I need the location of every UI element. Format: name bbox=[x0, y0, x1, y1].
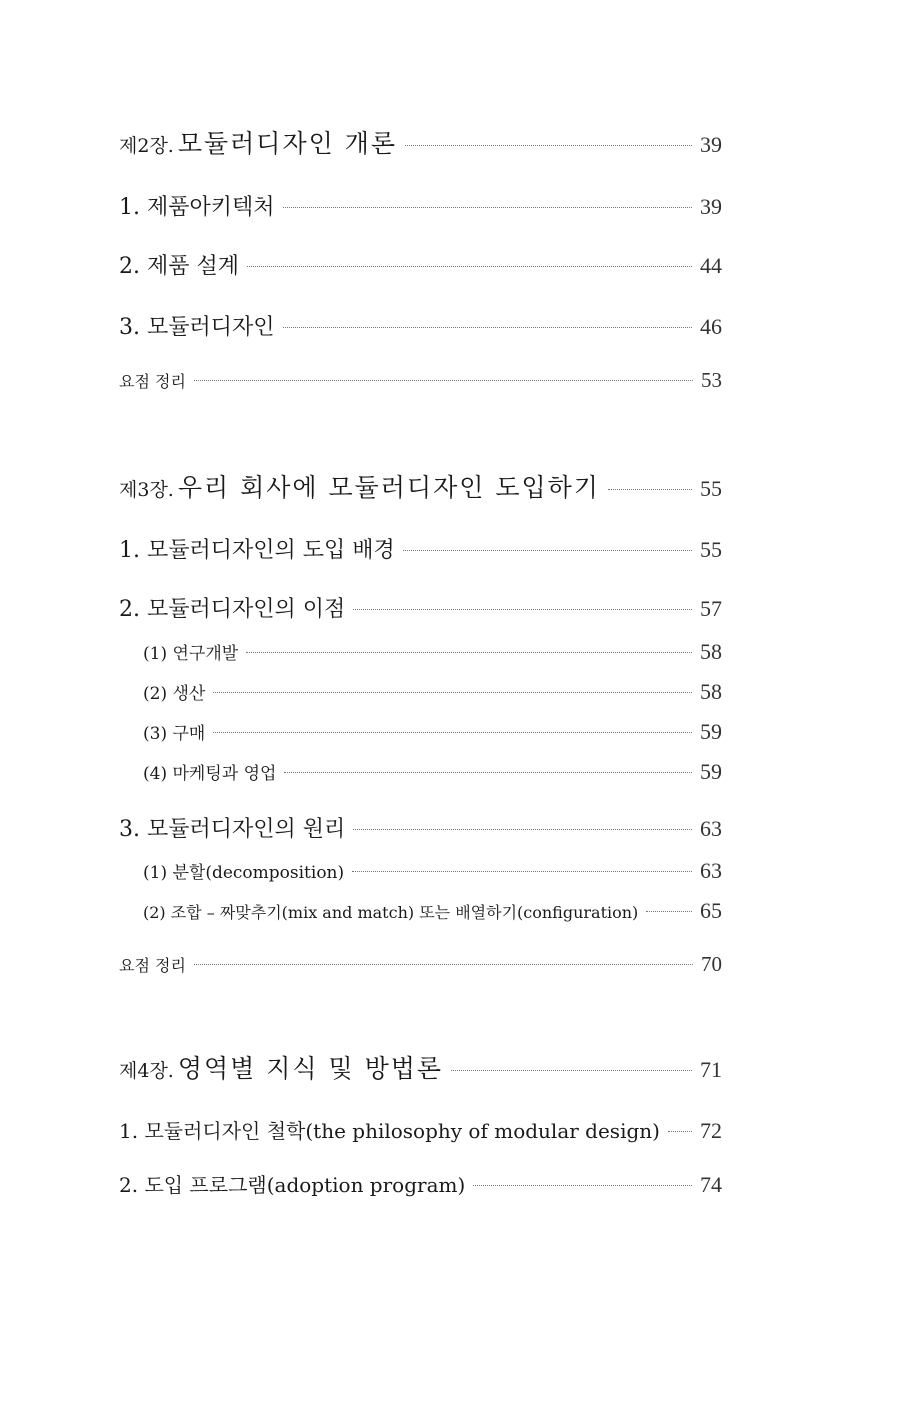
entry-title: 2. 모듈러디자인의 이점 bbox=[119, 597, 346, 622]
chapter-title bbox=[119, 124, 397, 160]
chapter-label: 제2장. bbox=[119, 135, 174, 157]
dot-leader bbox=[451, 1070, 692, 1071]
toc-entry[interactable] bbox=[119, 310, 722, 341]
toc-entry[interactable] bbox=[119, 190, 722, 221]
page-number: 58 bbox=[700, 639, 722, 664]
dot-leader bbox=[284, 772, 692, 773]
entry-title: (4) 마케팅과 영업 bbox=[143, 764, 277, 784]
page-number: 70 bbox=[701, 952, 722, 976]
dot-leader bbox=[247, 266, 692, 267]
dot-leader bbox=[213, 732, 692, 733]
dot-leader bbox=[213, 692, 692, 693]
page-number: 74 bbox=[700, 1172, 722, 1197]
chapter-label: 제4장. bbox=[119, 1060, 174, 1082]
toc-summary[interactable] bbox=[119, 952, 722, 977]
chapter-name: 우리 회사에 모듈러디자인 도입하기 bbox=[177, 473, 600, 502]
page-number: 65 bbox=[700, 898, 722, 923]
toc-subentry[interactable] bbox=[143, 719, 722, 745]
entry-title: 1. 모듈러디자인의 도입 배경 bbox=[119, 538, 395, 563]
dot-leader bbox=[668, 1131, 692, 1132]
entry-title: (1) 분할(decomposition) bbox=[143, 863, 345, 883]
page-number: 55 bbox=[700, 537, 722, 562]
page-number: 46 bbox=[700, 314, 722, 339]
dot-leader bbox=[646, 911, 692, 912]
chapter-name: 모듈러디자인 개론 bbox=[177, 129, 397, 158]
page-number: 57 bbox=[700, 596, 722, 621]
chapter-label: 제3장. bbox=[119, 479, 174, 501]
dot-leader bbox=[283, 327, 693, 328]
dot-leader bbox=[283, 207, 693, 208]
chapter-title bbox=[119, 1049, 443, 1085]
entry-title: 2. 제품 설계 bbox=[119, 254, 239, 279]
toc-summary[interactable] bbox=[119, 368, 722, 393]
toc-chapter-3[interactable] bbox=[119, 468, 722, 504]
page-number: 59 bbox=[700, 719, 722, 744]
toc-chapter-4[interactable] bbox=[119, 1049, 722, 1085]
page-number: 72 bbox=[700, 1118, 722, 1143]
toc-subentry[interactable] bbox=[143, 898, 722, 924]
entry-title: 2. 도입 프로그램(adoption program) bbox=[119, 1173, 466, 1197]
entry-title: 3. 모듈러디자인 bbox=[119, 315, 275, 340]
page-number: 39 bbox=[700, 132, 722, 157]
entry-title: (1) 연구개발 bbox=[143, 644, 239, 664]
toc-entry[interactable] bbox=[119, 812, 722, 843]
entry-title: 3. 모듈러디자인의 원리 bbox=[119, 817, 346, 842]
entry-title: 1. 제품아키텍처 bbox=[119, 195, 275, 220]
toc-entry[interactable] bbox=[119, 249, 722, 280]
page-number: 39 bbox=[700, 194, 722, 219]
toc-subentry[interactable] bbox=[143, 639, 722, 665]
page-number: 63 bbox=[700, 816, 722, 841]
page-number: 44 bbox=[700, 253, 722, 278]
entry-title: 요점 정리 bbox=[119, 372, 186, 391]
entry-title: (2) 생산 bbox=[143, 684, 206, 704]
toc-subentry[interactable] bbox=[143, 679, 722, 705]
dot-leader bbox=[194, 964, 693, 965]
toc-entry[interactable] bbox=[119, 1115, 722, 1144]
entry-title: 1. 모듈러디자인 철학(the philosophy of modular design) bbox=[119, 1119, 660, 1143]
toc-subentry[interactable] bbox=[143, 858, 722, 884]
chapter-title bbox=[119, 468, 600, 504]
toc-entry[interactable] bbox=[119, 533, 722, 564]
entry-title: (3) 구매 bbox=[143, 724, 206, 744]
dot-leader bbox=[353, 829, 692, 830]
dot-leader bbox=[353, 609, 692, 610]
toc-chapter-2[interactable] bbox=[119, 124, 722, 160]
dot-leader bbox=[246, 652, 692, 653]
toc-entry[interactable] bbox=[119, 1169, 722, 1198]
dot-leader bbox=[403, 550, 692, 551]
page-number: 59 bbox=[700, 759, 722, 784]
dot-leader bbox=[405, 145, 692, 146]
dot-leader bbox=[352, 871, 692, 872]
page-number: 55 bbox=[700, 476, 722, 501]
toc-entry[interactable] bbox=[119, 592, 722, 623]
dot-leader bbox=[608, 489, 692, 490]
page-number: 53 bbox=[701, 368, 722, 392]
toc-subentry[interactable] bbox=[143, 759, 722, 785]
page-number: 63 bbox=[700, 858, 722, 883]
dot-leader bbox=[194, 380, 693, 381]
dot-leader bbox=[473, 1185, 692, 1186]
page-number: 71 bbox=[700, 1057, 722, 1082]
entry-title: (2) 조합 – 짜맞추기(mix and match) 또는 배열하기(configuration) bbox=[143, 903, 639, 922]
chapter-name: 영역별 지식 및 방법론 bbox=[177, 1054, 444, 1083]
entry-title: 요점 정리 bbox=[119, 956, 186, 975]
page-number: 58 bbox=[700, 679, 722, 704]
